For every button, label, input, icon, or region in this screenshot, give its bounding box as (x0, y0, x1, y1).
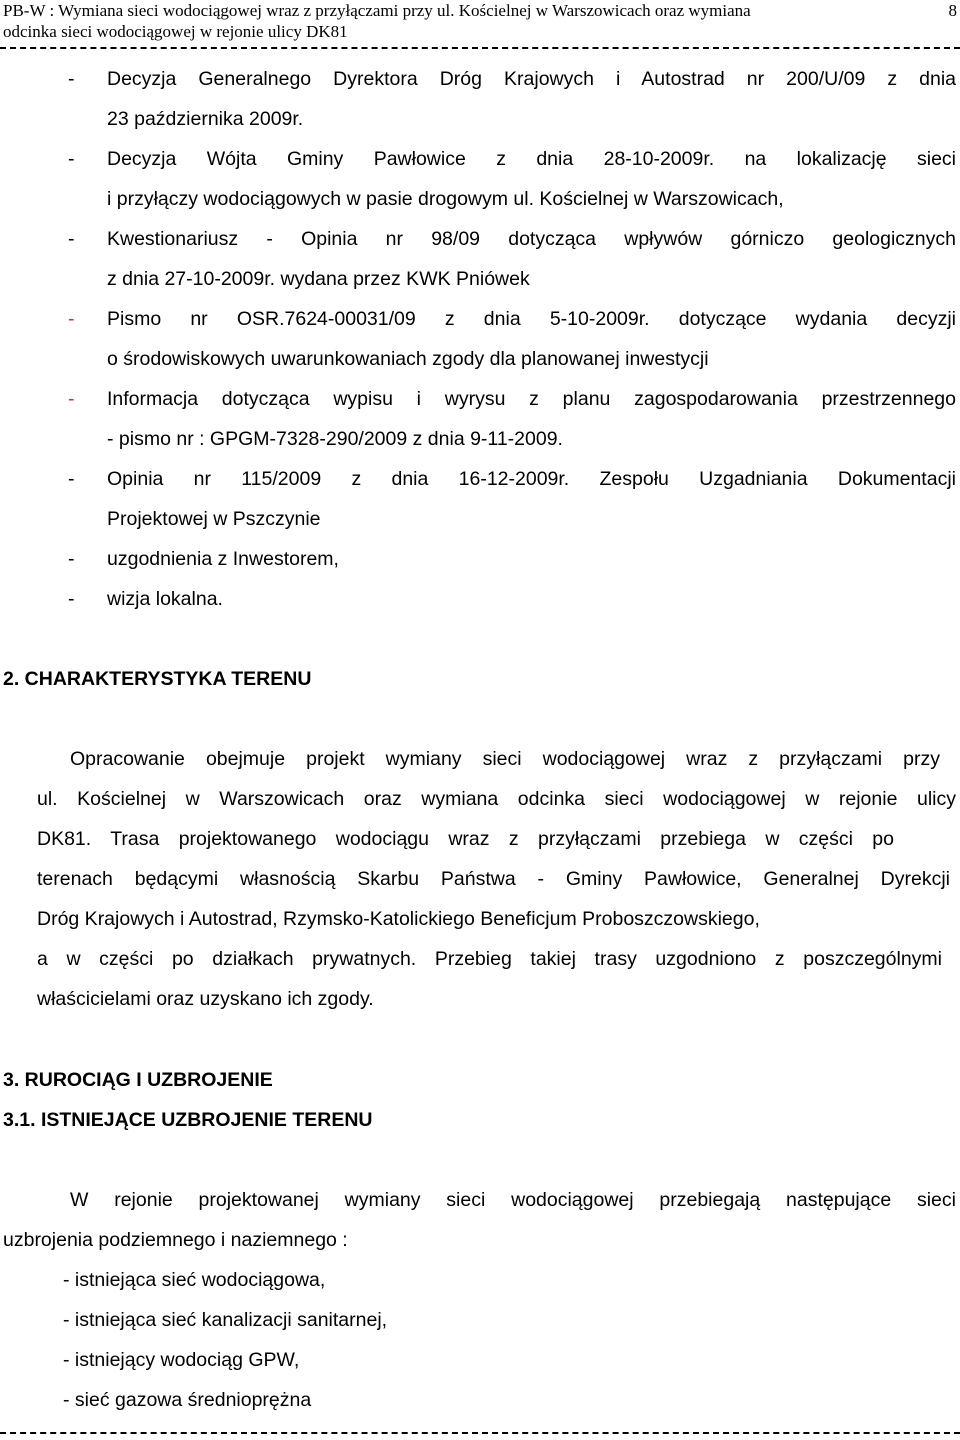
list-item-line: Decyzja Wójta Gminy Pawłowice z dnia 28-10-2009r. na lokalizację sieci (107, 148, 956, 170)
list-item-line: wizja lokalna. (107, 588, 223, 610)
list-item: - istniejąca sieć kanalizacji sanitarnej, (63, 1309, 388, 1331)
list-item-line: Projektowej w Pszczynie (107, 508, 321, 530)
list-bullet: - (68, 588, 75, 610)
paragraph-line: W rejonie projektowanej wymiany sieci wodociągowej przebiegają następujące sieci (70, 1189, 956, 1211)
paragraph-line: uzbrojenia podziemnego i naziemnego : (3, 1229, 348, 1251)
list-item-line: o środowiskowych uwarunkowaniach zgody dla planowanej inwestycji (107, 348, 709, 370)
paragraph-line: Dróg Krajowych i Autostrad, Rzymsko-Katolickiego Beneficjum Proboszczowskiego, (37, 908, 760, 930)
list-bullet: - (68, 68, 75, 90)
footer-divider (0, 1432, 960, 1434)
header-title-line-1: PB-W : Wymiana sieci wodociągowej wraz z przyłączami przy ul. Kościelnej w Warszowicach oraz wymiana (3, 1, 751, 20)
paragraph-line: terenach będącymi własnością Skarbu Państwa - Gminy Pawłowice, Generalnej Dyrekcji (37, 868, 950, 890)
list-item-line: Pismo nr OSR.7624-00031/09 z dnia 5-10-2009r. dotyczące wydania decyzji (107, 308, 956, 330)
list-bullet: - (68, 148, 75, 170)
paragraph-line: DK81. Trasa projektowanego wodociągu wraz z przyłączami przebiega w części po (37, 828, 894, 850)
list-item-line: Informacja dotycząca wypisu i wyrysu z planu zagospodarowania przestrzennego (107, 388, 956, 410)
header-title-line-2: odcinka sieci wodociągowej w rejonie ulicy DK81 (3, 22, 348, 41)
section-2-heading: 2. CHARAKTERYSTYKA TERENU (3, 668, 312, 690)
list-bullet: - (68, 308, 75, 330)
list-bullet: - (68, 468, 75, 490)
list-bullet: - (68, 228, 75, 250)
list-bullet: - (68, 388, 75, 410)
paragraph-line: właścicielami oraz uzyskano ich zgody. (37, 988, 374, 1010)
header-divider (0, 47, 960, 49)
list-item-line: Kwestionariusz - Opinia nr 98/09 dotycząca wpływów górniczo geologicznych (107, 228, 956, 250)
list-item-line: i przyłączy wodociągowych w pasie drogowym ul. Kościelnej w Warszowicach, (107, 188, 784, 210)
paragraph-line: a w części po działkach prywatnych. Przebieg takiej trasy uzgodniono z poszczególnymi (37, 948, 942, 970)
list-item: - istniejący wodociąg GPW, (63, 1349, 300, 1371)
list-item-line: - pismo nr : GPGM-7328-290/2009 z dnia 9-11-2009. (107, 428, 563, 450)
list-item-line: 23 października 2009r. (107, 108, 304, 130)
list-bullet: - (68, 548, 75, 570)
list-item-line: Decyzja Generalnego Dyrektora Dróg Krajowych i Autostrad nr 200/U/09 z dnia (107, 68, 956, 90)
section-3-1-heading: 3.1. ISTNIEJĄCE UZBROJENIE TERENU (3, 1109, 373, 1131)
section-3-heading: 3. RUROCIĄG I UZBROJENIE (3, 1069, 273, 1091)
list-item: - sieć gazowa średnioprężna (63, 1389, 312, 1411)
list-item-line: uzgodnienia z Inwestorem, (107, 548, 339, 570)
list-item: - istniejąca sieć wodociągowa, (63, 1269, 326, 1291)
page-number: 8 (948, 1, 957, 20)
list-item-line: z dnia 27-10-2009r. wydana przez KWK Pniówek (107, 268, 530, 290)
paragraph-line: ul. Kościelnej w Warszowicach oraz wymiana odcinka sieci wodociągowej w rejonie ulicy (37, 788, 956, 810)
list-item-line: Opinia nr 115/2009 z dnia 16-12-2009r. Zespołu Uzgadniania Dokumentacji (107, 468, 956, 490)
paragraph-line: Opracowanie obejmuje projekt wymiany sieci wodociągowej wraz z przyłączami przy (70, 748, 940, 770)
